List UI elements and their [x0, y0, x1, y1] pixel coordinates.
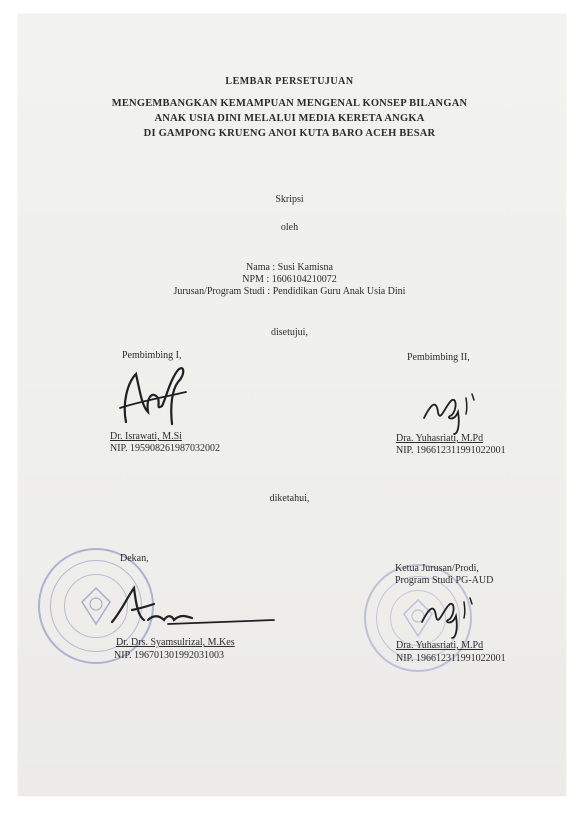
document-type: Skripsi — [275, 194, 304, 205]
dean-signature — [108, 580, 278, 632]
known-label: diketahui, — [269, 493, 310, 504]
advisor-1-nip: NIP. 195908261987032002 — [110, 443, 221, 454]
advisor-1-role: Pembimbing I, — [122, 350, 182, 361]
dean-role: Dekan, — [120, 553, 149, 564]
head-role-line-2: Program Studi PG-AUD — [395, 575, 494, 586]
dean-name: Dr. Drs. Syamsulrizal, M.Kes — [116, 637, 235, 648]
thesis-title-line-1: MENGEMBANGKAN KEMAMPUAN MENGENAL KONSEP BILANGAN — [111, 98, 468, 109]
head-role-line-1: Ketua Jurusan/Prodi, — [395, 563, 479, 574]
advisor-1-signature — [112, 362, 194, 428]
student-npm: NPM : 1606104210072 — [242, 274, 337, 285]
by-label: oleh — [280, 222, 299, 233]
thesis-title-line-2: ANAK USIA DINI MELALUI MEDIA KERETA ANGKA — [154, 113, 425, 124]
advisor-2-nip: NIP. 196612311991022001 — [396, 445, 506, 456]
thesis-title-line-3: DI GAMPONG KRUENG ANOI KUTA BARO ACEH BESAR — [143, 128, 436, 139]
advisor-2-name: Dra. Yuhasriati, M.Pd — [396, 433, 484, 444]
dean-nip: NIP. 196701301992031003 — [114, 650, 225, 661]
advisor-2-signature — [420, 388, 490, 436]
student-name: Nama : Susi Kamisna — [246, 262, 333, 273]
document-heading: LEMBAR PERSETUJUAN — [225, 76, 354, 87]
head-nip: NIP. 196612311991022001 — [396, 653, 506, 664]
advisor-1-name: Dr. Israwati, M.Si — [110, 431, 182, 442]
student-program: Jurusan/Program Studi : Pendidikan Guru Anak Usia Dini — [173, 286, 406, 297]
head-name: Dra. Yuhasriati, M.Pd — [396, 640, 484, 651]
approved-label: disetujui, — [271, 327, 308, 338]
head-signature — [418, 590, 488, 640]
advisor-2-role: Pembimbing II, — [407, 352, 470, 363]
